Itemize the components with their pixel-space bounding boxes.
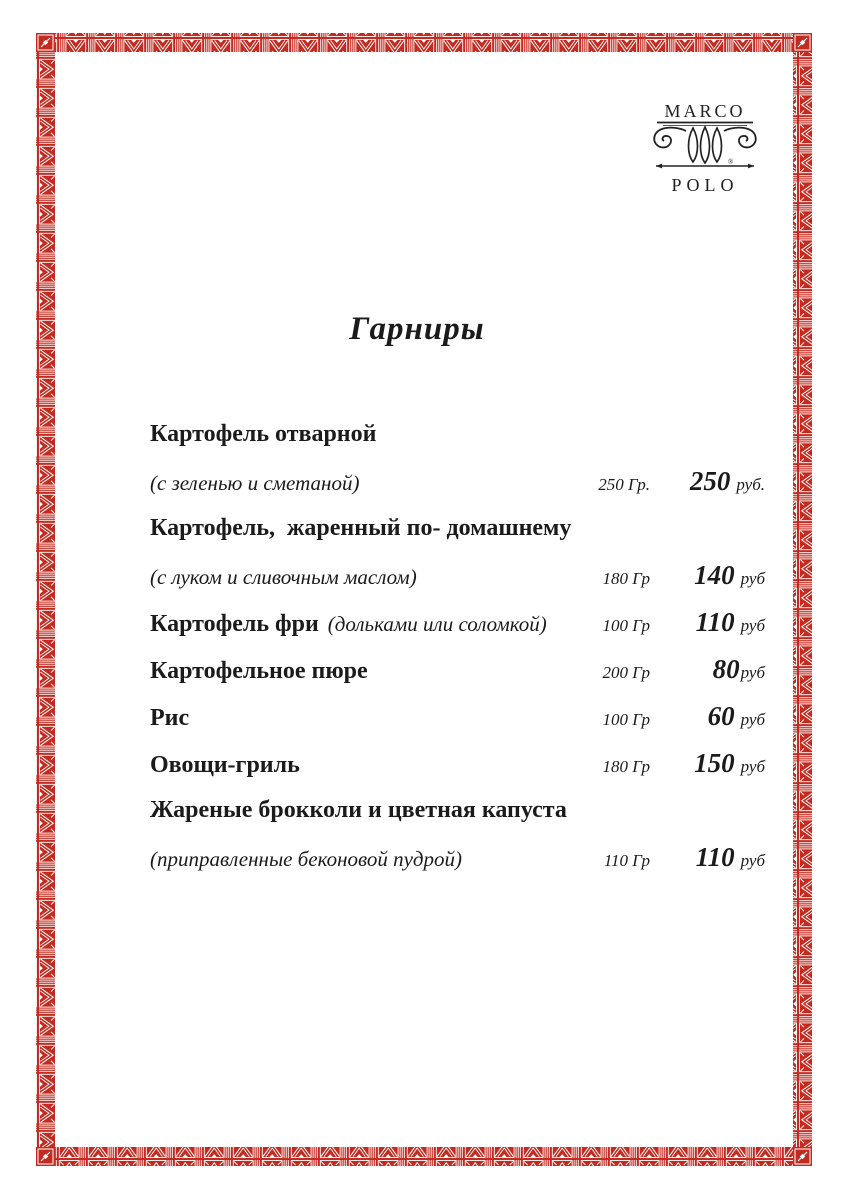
menu-item <box>150 646 771 693</box>
menu-item <box>150 740 771 787</box>
menu-item-name: Картофель фри <box>150 611 319 637</box>
menu-item-price <box>658 693 771 744</box>
restaurant-logo <box>640 101 770 197</box>
menu-item-price-currency: руб <box>740 616 765 635</box>
menu-item-price <box>658 552 771 603</box>
menu-item-price <box>658 458 771 509</box>
registered-mark: ® <box>728 158 734 166</box>
menu-item-price-value: 150 <box>694 748 735 778</box>
menu-item-price-value: 60 <box>707 701 735 731</box>
menu-item-price-value: 110 <box>695 607 735 637</box>
menu-item-price <box>658 646 771 697</box>
menu-item-text <box>150 554 558 603</box>
menu-item <box>150 693 771 740</box>
menu-item-name-line <box>150 505 771 552</box>
menu-item-text <box>150 460 558 509</box>
menu-item-weight: 200 Гр <box>602 663 650 682</box>
menu-item <box>150 411 771 505</box>
menu-item <box>150 599 771 646</box>
menu-item-price-currency: руб <box>740 757 765 776</box>
menu-item-name: Картофель, жаренный по- домашнему <box>150 515 572 541</box>
menu-item-price-currency: руб <box>740 710 765 729</box>
logo-word-bottom: POLO <box>671 175 739 195</box>
menu-item <box>150 787 771 881</box>
marco-polo-logo-icon <box>640 101 770 197</box>
menu-item-price <box>658 834 771 885</box>
menu-item-detail-line <box>150 599 771 646</box>
menu-item-price-value: 110 <box>695 842 735 872</box>
menu-item-price-value: 140 <box>694 560 735 590</box>
menu-item-detail-line <box>150 646 771 693</box>
menu-item-price-currency: руб <box>740 851 765 870</box>
menu-item-description: (дольками или соломкой) <box>327 612 547 636</box>
menu-item-price-value: 250 <box>689 466 731 496</box>
menu-item-name-line <box>150 787 771 834</box>
menu-item-price-currency: руб <box>740 663 765 682</box>
logo-word-top: MARCO <box>664 101 746 121</box>
menu-item-name-line <box>150 411 771 458</box>
menu-item-description: (приправленные беконовой пудрой) <box>150 847 463 871</box>
menu-item-detail-line <box>150 693 771 740</box>
menu-item-detail-line <box>150 552 771 599</box>
menu-item-name: Овощи-гриль <box>150 752 300 778</box>
menu-item-detail-line <box>150 458 771 505</box>
menu-item-text <box>150 836 558 885</box>
section-title: Гарниры <box>349 311 485 347</box>
menu-item-price <box>658 740 771 791</box>
menu-item-price <box>658 599 771 650</box>
menu-item-name: Жареные брокколи и цветная капуста <box>150 797 567 823</box>
menu-item-name: Картофельное пюре <box>150 658 368 684</box>
menu-item-weight: 100 Гр <box>602 616 650 635</box>
menu-item-text <box>150 742 558 791</box>
menu-item-price-currency: руб <box>740 569 765 588</box>
menu-item <box>150 505 771 599</box>
menu-item-text <box>150 601 558 650</box>
menu-item-name: Рис <box>150 705 190 731</box>
menu-item-description: (с зеленью и сметаной) <box>150 471 360 495</box>
menu-item-text <box>150 695 558 744</box>
menu-item-price-value: 80 <box>712 654 740 684</box>
menu-item-weight: 100 Гр <box>602 710 650 729</box>
menu-item-text <box>150 648 558 697</box>
menu-item-weight: 180 Гр <box>602 757 650 776</box>
menu-item-detail-line <box>150 740 771 787</box>
menu-item-detail-line <box>150 834 771 881</box>
menu-item-weight: 180 Гр <box>602 569 650 588</box>
menu-item-price-currency: руб. <box>736 475 765 494</box>
menu-item-weight: 250 Гр. <box>598 475 650 494</box>
menu-item-description: (с луком и сливочным маслом) <box>150 565 417 589</box>
menu-item-name: Картофель отварной <box>150 421 377 447</box>
menu-item-weight: 110 Гр <box>603 851 650 870</box>
menu-list <box>150 411 771 881</box>
